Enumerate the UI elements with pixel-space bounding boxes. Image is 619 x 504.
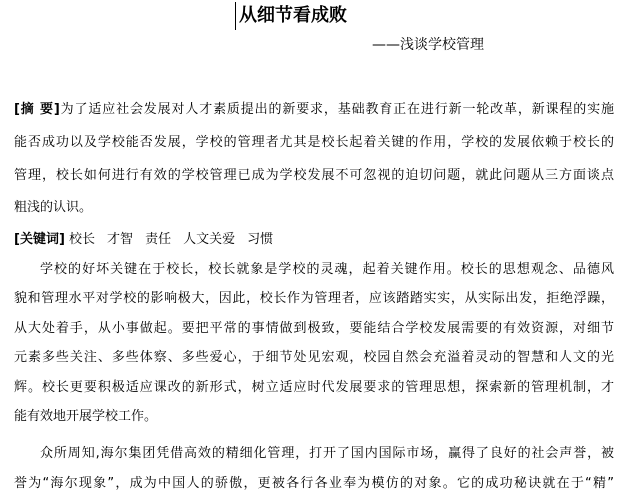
body-line: 从大处着手，从小事做起。要把平常的事情做到极致，要能结合学校发展需要的有效资源，对细节 — [14, 321, 614, 336]
abstract-text-1: 为了适应社会发展对人才素质提出的新要求，基础教育正在进行新一轮改革，新课程的实施 — [59, 102, 614, 117]
keyword: 才智 — [107, 232, 134, 247]
body-line: 辉。校长更要积极适应课改的新形式，树立适应时代发展要求的管理思想，探索新的管理机制，才 — [14, 380, 614, 395]
body-line: 貌和管理水平对学校的影响极大，因此，校长作为管理者，应该踏踏实实，从实际出发，拒绝浮躁， — [14, 291, 614, 306]
body-line: 元素多些关注、多些体察、多些爱心，于细节处见宏观，校园自然会充溢着灵动的智慧和人文的光 — [14, 350, 614, 365]
abstract-tag: [摘 要] — [14, 102, 60, 117]
page-subtitle: ——浅谈学校管理 — [372, 37, 484, 53]
body-line: 学校的好坏关键在于校长，校长就象是学校的灵魂，起着关键作用。校长的思想观念、品德风 — [40, 262, 614, 277]
keyword: 人文关爱 — [183, 232, 236, 247]
keyword: 习惯 — [247, 232, 274, 247]
keyword: 责任 — [145, 232, 172, 247]
abstract-line-3: 管理，校长如何进行有效的学校管理已成为学校发展不可忽视的迫切问题，就此问题从三方面谈点 — [14, 168, 614, 183]
abstract-line-4: 粗浅的认识。 — [14, 200, 93, 215]
body-line: 能有效地开展学校工作。 — [14, 409, 158, 424]
body-line: 誉为“海尔现象”，成为中国人的骄傲，更被各行各业奉为模仿的对象。它的成功秘诀就在于“精” — [14, 476, 614, 491]
abstract-line-1 — [14, 96, 614, 123]
keyword: 校长 — [69, 232, 96, 247]
page-title: 从细节看成败 — [235, 2, 347, 30]
abstract-line-2: 能否成功以及学校能否发展，学校的管理者尤其是校长起着关键的作用，学校的发展依赖于校长的 — [14, 135, 614, 150]
keywords-tag: [关键词] — [14, 232, 65, 247]
keywords-line — [14, 226, 285, 253]
body-line: 众所周知,海尔集团凭借高效的精细化管理，打开了国内国际市场，赢得了良好的社会声誉，被 — [40, 446, 614, 461]
